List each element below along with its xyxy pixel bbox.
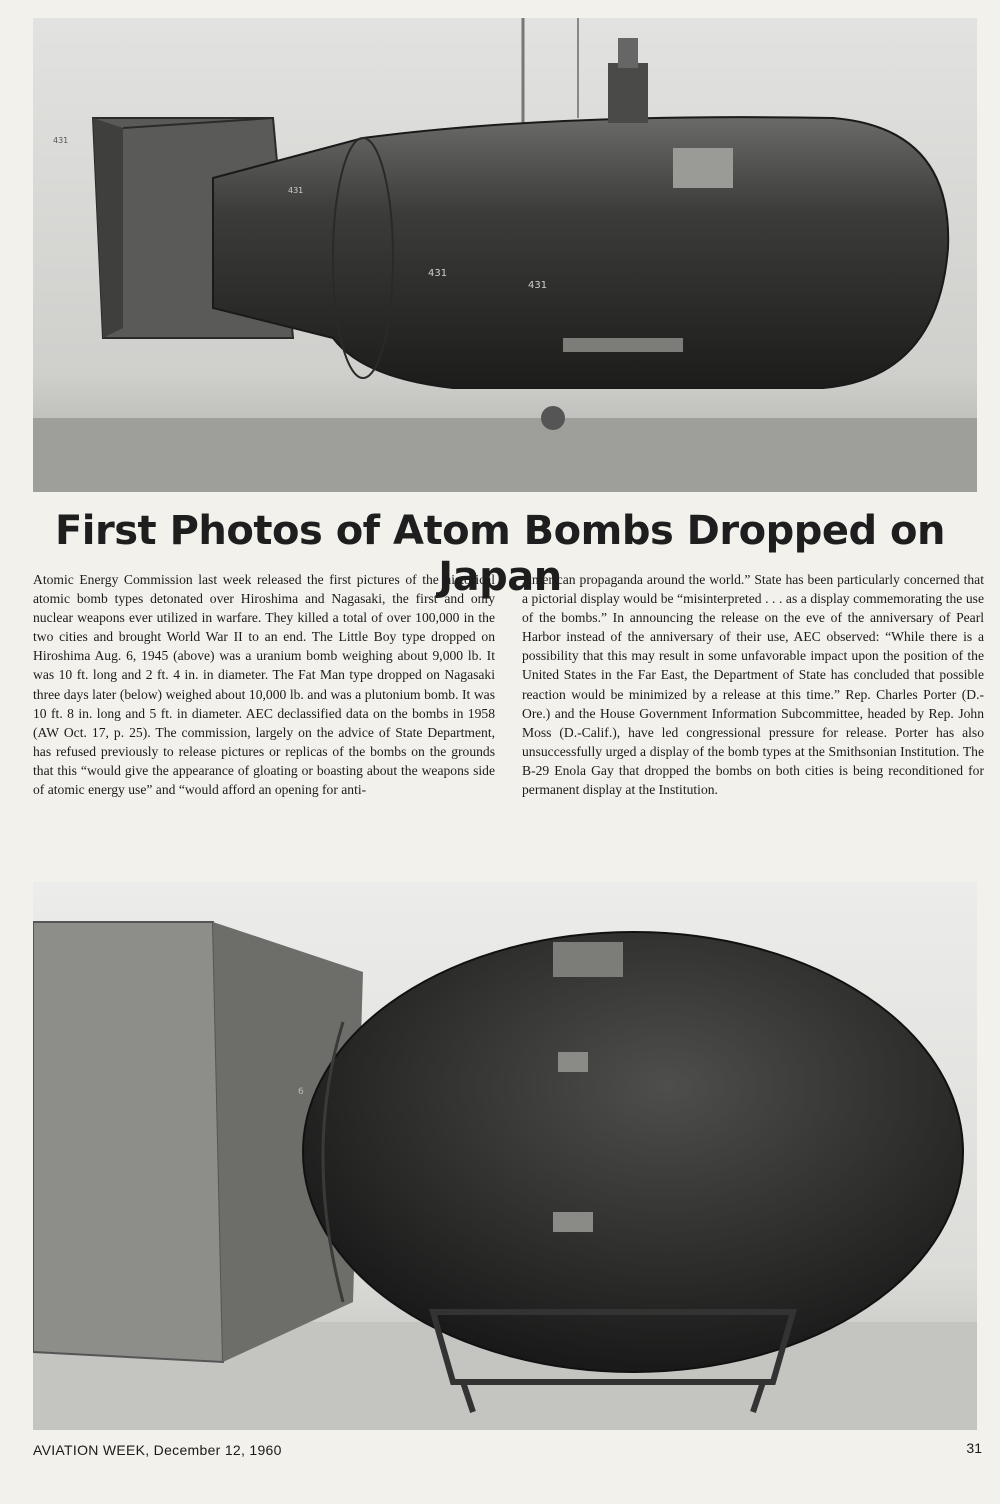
- article-column-left: Atomic Energy Commission last week released the first pictures of the historical atomic bomb types detonated over Hiroshima and Nagasaki, the first and only nuclear weapons ever utilized in warfare. They killed a total of over 100,000 in the two cities and brought World War II to an end. The Little Boy type dropped on Hiroshima Aug. 6, 1945 (above) was a uranium bomb weighing about 9,000 lb. It was 10 ft. long and 2 ft. 4 in. in diameter. The Fat Man type dropped on Nagasaki three days later (below) weighed about 10,000 lb. and was a plutonium bomb. It was 10 ft. 8 in. long and 5 ft. in diameter. AEC declassified data on the bombs in 1958 (AW Oct. 17, p. 25). The commission, largely on the advice of State Department, has refused previously to release pictures or replicas of the bombs on the grounds that this “would give the appearance of gloating or boasting about the weapons side of atomic energy use” and “would afford an opening for anti-: [33, 572, 495, 798]
- fat-man-illustration: [33, 882, 977, 1430]
- body-marking: 431: [428, 268, 448, 279]
- little-boy-photo: [33, 18, 977, 492]
- footer-publication: AVIATION WEEK, December 12, 1960: [33, 1442, 282, 1458]
- page-number: 31: [966, 1440, 982, 1456]
- headline: First Photos of Atom Bombs Dropped on Japan: [54, 508, 946, 600]
- article-column-right: American propaganda around the world.” State has been particularly concerned that a pictorial display would be “misinterpreted . . . as a display commemorating the use of the bombs.” In announcing the release on the eve of the anniversary of Pearl Harbor instead of the anniversary of their use, AEC observed: “While there is a possibility that this may result in some unfavorable impact upon the position of the United States in the Far East, the Department of State has concluded that possible reaction would be minimized by a release at this time.” Rep. Charles Porter (D.-Ore.) and the House Government Information Subcommittee, headed by Rep. John Moss (D.-Calif.), have led congressional pressure for release. Porter has also unsuccessfully urged a display of the bomb types at the Smithsonian Institution. The B-29 Enola Gay that dropped the bombs on both cities is being reconditioned for permanent display at the Institution.: [522, 572, 984, 798]
- body-marking: 431: [528, 280, 548, 291]
- body-marking: 6: [298, 1087, 304, 1097]
- little-boy-illustration: [33, 18, 977, 492]
- body-marking: 431: [53, 136, 69, 145]
- body-marking: 431: [288, 186, 304, 195]
- fat-man-photo: [33, 882, 977, 1430]
